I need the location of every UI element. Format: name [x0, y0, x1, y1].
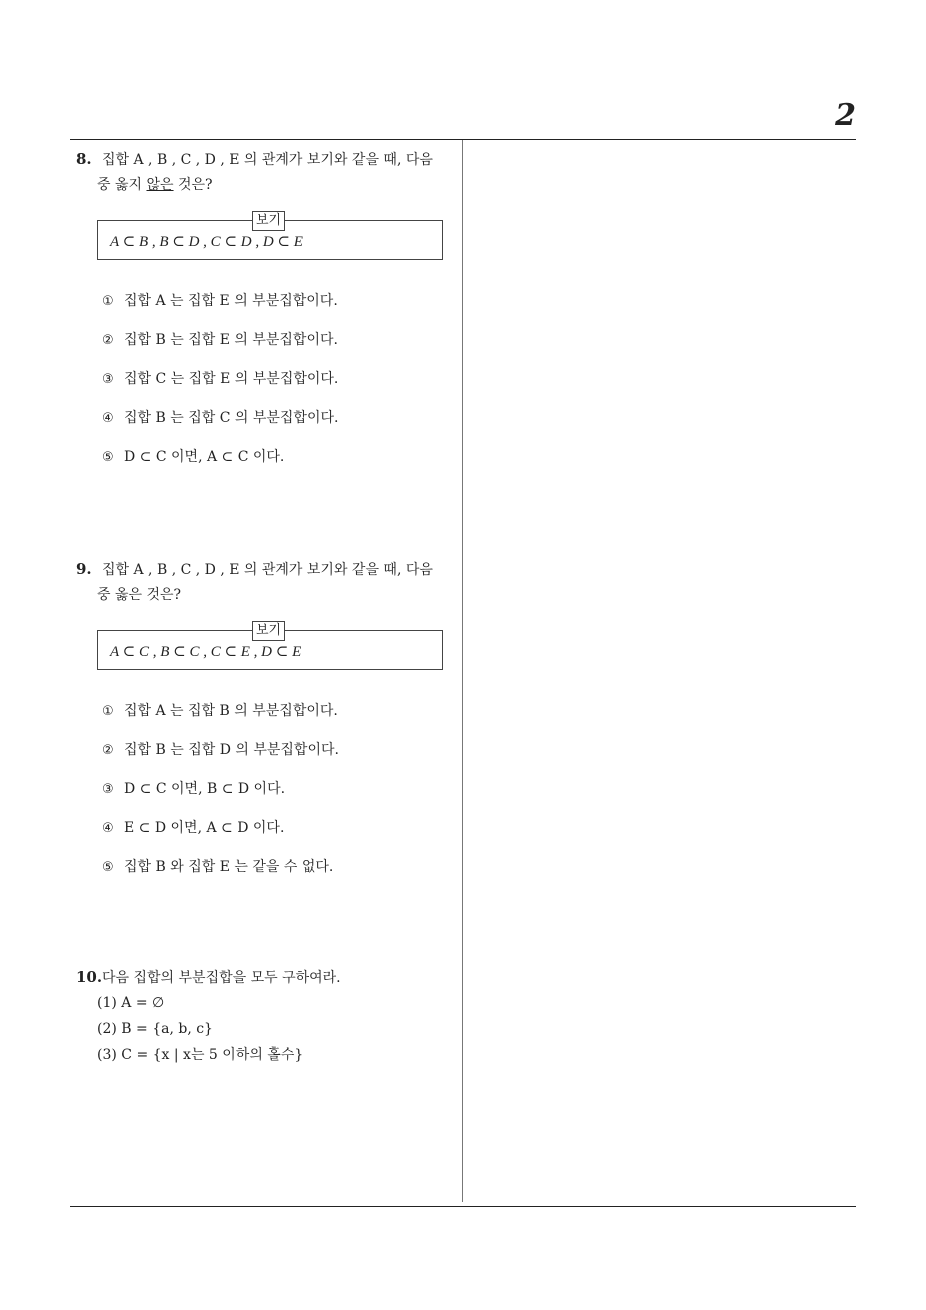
question-number: 8. [76, 150, 92, 168]
question-number: 10. [76, 968, 103, 986]
choice-mark: ③ [102, 782, 114, 797]
choice-text: 집합 B 는 집합 D 의 부분집합이다. [124, 742, 339, 758]
answer-choices [76, 288, 458, 483]
question-10-stem-line [76, 964, 458, 990]
question-stem: 다음 집합의 부분집합을 모두 구하여라. [102, 970, 341, 986]
question-stem: 집합 A , B , C , D , E 의 관계가 보기와 같을 때, 다음 [102, 152, 433, 168]
footer-rule [70, 1206, 856, 1207]
bogi-content: A ⊂ C , B ⊂ C , C ⊂ E , D ⊂ E [110, 644, 302, 660]
choice-mark: ③ [102, 372, 114, 387]
answer-choice[interactable] [102, 366, 458, 405]
question-8-stem-line1 [76, 146, 458, 172]
answer-choice[interactable] [102, 815, 458, 854]
choice-text: 집합 B 와 집합 E 는 같을 수 없다. [124, 859, 334, 875]
choice-mark: ② [102, 333, 114, 348]
answer-choice[interactable] [102, 327, 458, 366]
answer-choice[interactable] [102, 737, 458, 776]
choice-text: D ⊂ C 이면, A ⊂ C 이다. [124, 449, 285, 465]
question-8-stem-line2 [76, 172, 458, 198]
sub-items [76, 990, 458, 1068]
choice-text: 집합 C 는 집합 E 의 부분집합이다. [124, 371, 339, 387]
bogi-title: 보기 [252, 211, 285, 231]
answer-choice[interactable] [102, 698, 458, 737]
question-9-stem-line2 [76, 582, 458, 608]
question-8 [76, 146, 458, 483]
question-number: 9. [76, 560, 92, 578]
answer-choice[interactable] [102, 288, 458, 327]
choice-mark: ④ [102, 821, 114, 836]
choice-text: E ⊂ D 이면, A ⊂ D 이다. [124, 820, 285, 836]
answer-choice[interactable] [102, 405, 458, 444]
choice-text: 집합 A 는 집합 B 의 부분집합이다. [124, 703, 338, 719]
bogi-content: A ⊂ B , B ⊂ D , C ⊂ D , D ⊂ E [110, 234, 303, 250]
question-stem-part: 중 옳지 [97, 177, 147, 193]
bogi-box [97, 623, 443, 670]
sub-item: (2) B = {a, b, c} [97, 1021, 213, 1037]
answer-choices [76, 698, 458, 893]
sub-item: (3) C = {x | x는 5 이하의 홀수} [97, 1047, 304, 1063]
bogi-title: 보기 [252, 621, 285, 641]
question-stem-part: 중 옳은 것은? [97, 587, 182, 603]
answer-choice[interactable] [102, 776, 458, 815]
page-number: 2 [835, 98, 856, 133]
question-stem: 집합 A , B , C , D , E 의 관계가 보기와 같을 때, 다음 [102, 562, 433, 578]
choice-text: 집합 B 는 집합 C 의 부분집합이다. [124, 410, 339, 426]
bogi-box [97, 213, 443, 260]
question-9 [76, 556, 458, 893]
header-rule [70, 139, 856, 140]
question-10 [76, 964, 458, 1068]
answer-choice[interactable] [102, 444, 458, 483]
choice-mark: ① [102, 704, 114, 719]
choice-mark: ⑤ [102, 860, 114, 875]
column-divider [462, 140, 463, 1202]
question-stem-emphasis: 않은 [146, 177, 174, 193]
choice-mark: ④ [102, 411, 114, 426]
question-stem-part: 것은? [173, 177, 213, 193]
answer-choice[interactable] [102, 854, 458, 893]
choice-mark: ② [102, 743, 114, 758]
choice-mark: ⑤ [102, 450, 114, 465]
choice-text: 집합 B 는 집합 E 의 부분집합이다. [124, 332, 338, 348]
choice-text: 집합 A 는 집합 E 의 부분집합이다. [124, 293, 338, 309]
choice-mark: ① [102, 294, 114, 309]
sub-item: (1) A = ∅ [97, 995, 165, 1011]
choice-text: D ⊂ C 이면, B ⊂ D 이다. [124, 781, 286, 797]
question-9-stem-line1 [76, 556, 458, 582]
